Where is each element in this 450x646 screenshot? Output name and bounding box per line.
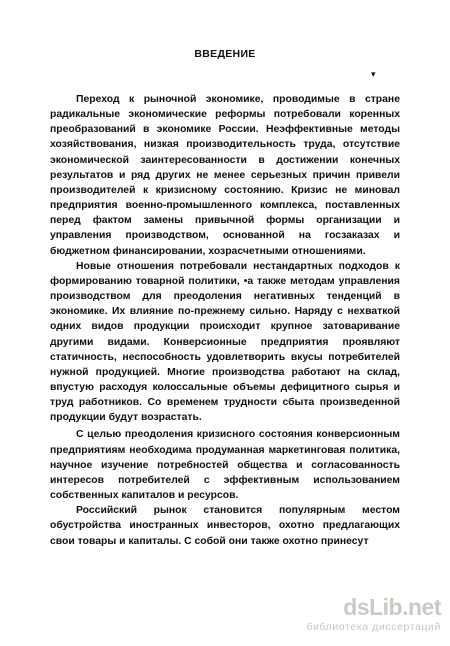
watermark-logo: dsLib.net (343, 594, 441, 620)
paragraph-2: Новые отношения потребовали нестандартных подходов к формированию товарной политики, •а также методам управления производством для преодоления негативных тенденций в экономике. Их влияние по-прежнему сильно. Наряду с нехваткой одних видов продукции происходит крупное затоваривание другими видами. Конверсионные предприятия проявляют статичность, неспособность удовлетворить вкусы потребителей нужной продукцией. Многие производства работают на склад, впустую расходуя колоссальные объемы дефицитного сырья и труд работников. Со временем трудности сбыта произведенной продукции будут возрастать. (50, 260, 400, 424)
document-body (50, 92, 400, 549)
paragraph-4: Российский рынок становится популярным местом обустройства иностранных инвесторов, охотно предлагающих свои товары и капиталы. С собой они также охотно принесут (50, 505, 400, 547)
paragraph-3: С целью преодоления кризисного состояния конверсионным предприятиям необходима продуманная маркетинговая политика, научное изучение потребностей общества и согласованность интересов потребителей с эффективным использованием собственных капиталов и ресурсов. (50, 429, 400, 502)
paragraph-1: Переход к рыночной экономике, проводимые в стране радикальные экономические реформы потребовали коренных преобразований в экономике России. Неэффективные методы хозяйствования, низкая производительность труда, отсутствие экономической заинтересованности в достижении конечных результатов и ряд других не менее серьезных причин привели производителей к кризисному состоянию. Кризис не миновал предприятия военно-промышленного комплекса, поставленных перед фактом замены привычной формы организации и управления производством, основанной на госзаказах и бюджетном финансировании, хозрасчетными отношениями. (50, 94, 400, 257)
watermark (256, 594, 441, 636)
document-heading: ВВЕДЕНИЕ (194, 48, 256, 60)
watermark-subtitle: библиотека диссертаций (306, 621, 441, 633)
margin-mark: ▾ (371, 69, 376, 79)
